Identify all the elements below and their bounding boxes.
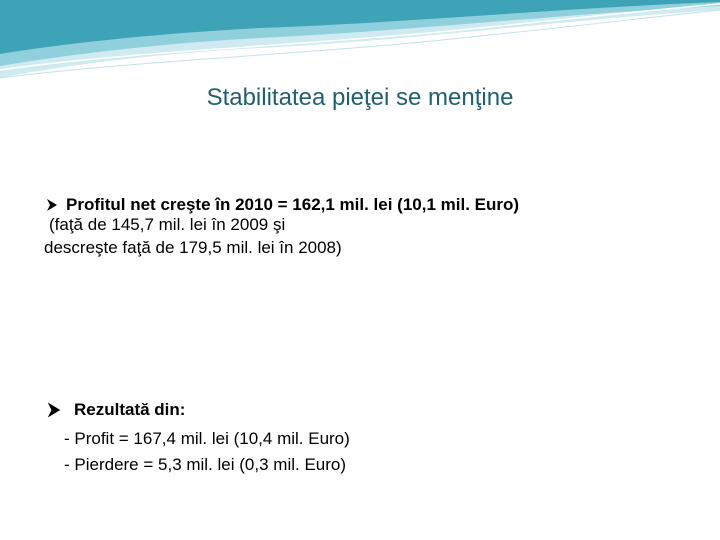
bullet-heading-row — [44, 195, 684, 215]
bullet-line: - Profit = 167,4 mil. lei (10,4 mil. Euro) — [64, 429, 350, 448]
bullet-line: descreşte faţă de 179,5 mil. lei în 2008) — [44, 238, 342, 257]
bullet-heading: Rezultată din: — [74, 400, 186, 419]
slide-title: Stabilitatea pieţei se menţine — [206, 84, 514, 111]
bullet-rezultata — [44, 400, 684, 478]
bullet-profit — [44, 195, 684, 261]
header-wave-decoration — [0, 0, 720, 90]
bullet-heading: Profitul net creşte în 2010 = 162,1 mil. lei (10,1 mil. Euro) — [66, 195, 520, 214]
arrow-right-icon — [44, 400, 64, 420]
bullet-heading-row — [44, 400, 684, 420]
bullet-line: (faţă de 145,7 mil. lei în 2009 şi — [49, 215, 286, 234]
arrow-right-icon — [44, 197, 60, 213]
bullet-line: - Pierdere = 5,3 mil. lei (0,3 mil. Euro) — [64, 455, 347, 474]
